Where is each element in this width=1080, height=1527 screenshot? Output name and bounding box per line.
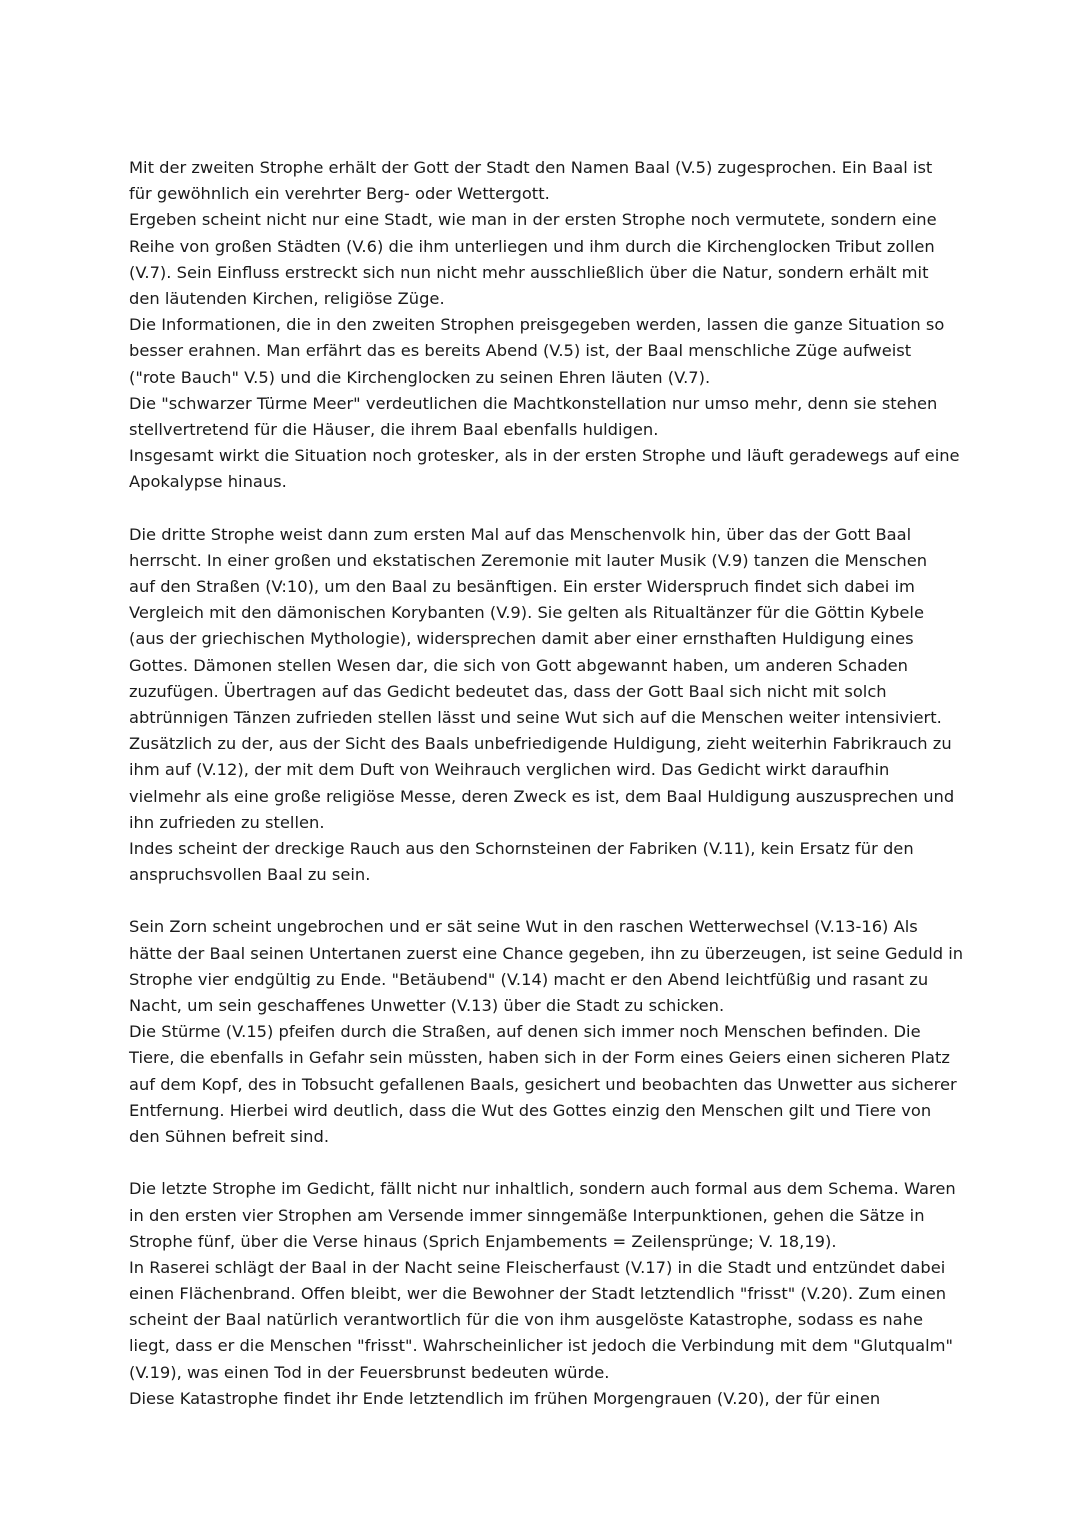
paragraph: [129, 1176, 959, 1412]
text-line: den läutenden Kirchen, religiöse Züge.: [129, 288, 445, 308]
text-line: In Raserei schlägt der Baal in der Nacht seine Fleischerfaust (V.17) in die Stadt und entzündet dabei: [129, 1257, 946, 1277]
text-line: Entfernung. Hierbei wird deutlich, dass die Wut des Gottes einzig den Menschen gilt und Tiere von: [129, 1100, 932, 1120]
text-line: Die dritte Strophe weist dann zum ersten Mal auf das Menschenvolk hin, über das der Gott Baal: [129, 524, 912, 544]
text-line: Indes scheint der dreckige Rauch aus den Schornsteinen der Fabriken (V.11), kein Ersatz für den: [129, 838, 914, 858]
text-line: ihm auf (V.12), der mit dem Duft von Weihrauch verglichen wird. Das Gedicht wirkt daraufhin: [129, 760, 890, 780]
text-line: Zusätzlich zu der, aus der Sicht des Baals unbefriedigende Huldigung, zieht weiterhin Fabrikrauch zu: [129, 734, 952, 754]
text-line: liegt, dass er die Menschen "frisst". Wahrscheinlicher ist jedoch die Verbindung mit dem "Glutqualm": [129, 1336, 953, 1356]
text-line: ("rote Bauch" V.5) und die Kirchenglocken zu seinen Ehren läuten (V.7).: [129, 367, 711, 387]
text-line: scheint der Baal natürlich verantwortlich für die von ihm ausgelöste Katastrophe, sodass es nahe: [129, 1310, 923, 1330]
text-line: (V.7). Sein Einfluss erstreckt sich nun nicht mehr ausschließlich über die Natur, sondern erhält mit: [129, 262, 929, 282]
text-line: (V.19), was einen Tod in der Feuersbrunst bedeuten würde.: [129, 1362, 610, 1382]
text-line: Die letzte Strophe im Gedicht, fällt nicht nur inhaltlich, sondern auch formal aus dem Schema. Waren: [129, 1179, 956, 1199]
text-line: Ergeben scheint nicht nur eine Stadt, wie man in der ersten Strophe noch vermutete, sondern eine: [129, 210, 937, 230]
text-line: Sein Zorn scheint ungebrochen und er sät seine Wut in den raschen Wetterwechsel (V.13-16) Als: [129, 917, 918, 937]
text-line: Vergleich mit den dämonischen Korybanten (V.9). Sie gelten als Ritualtänzer für die Göttin Kybele: [129, 603, 924, 623]
text-line: Gottes. Dämonen stellen Wesen dar, die sich von Gott abgewannt haben, um anderen Schaden: [129, 655, 908, 675]
text-line: herrscht. In einer großen und ekstatischen Zeremonie mit lauter Musik (V.9) tanzen die Menschen: [129, 550, 928, 570]
text-line: Apokalypse hinaus.: [129, 472, 287, 492]
text-line: Reihe von großen Städten (V.6) die ihm unterliegen und ihm durch die Kirchenglocken Tribut zollen: [129, 236, 935, 256]
paragraph: [129, 522, 959, 889]
paragraph: [129, 155, 959, 495]
text-line: (aus der griechischen Mythologie), widersprechen damit aber einer ernsthaften Huldigung eines: [129, 629, 914, 649]
text-line: vielmehr als eine große religiöse Messe, deren Zweck es ist, dem Baal Huldigung auszusprechen und: [129, 786, 955, 806]
text-line: abtrünnigen Tänzen zufrieden stellen lässt und seine Wut sich auf die Menschen weiter intensiviert.: [129, 707, 942, 727]
text-line: hätte der Baal seinen Untertanen zuerst eine Chance gegeben, ihn zu überzeugen, ist seine Geduld in: [129, 943, 964, 963]
text-line: zuzufügen. Übertragen auf das Gedicht bedeutet das, dass der Gott Baal sich nicht mit solch: [129, 681, 887, 701]
text-line: ihn zufrieden zu stellen.: [129, 812, 325, 832]
paragraph-spacer: [129, 1150, 959, 1176]
text-line: einen Flächenbrand. Offen bleibt, wer die Bewohner der Stadt letztendlich "frisst" (V.20). Zum einen: [129, 1284, 947, 1304]
paragraph-spacer: [129, 495, 959, 521]
text-line: Strophe fünf, über die Verse hinaus (Sprich Enjambements = Zeilensprünge; V. 18,19).: [129, 1231, 837, 1251]
text-line: anspruchsvollen Baal zu sein.: [129, 865, 371, 885]
text-line: auf dem Kopf, des in Tobsucht gefallenen Baals, gesichert und beobachten das Unwetter aus sicherer: [129, 1074, 957, 1094]
text-line: Die Informationen, die in den zweiten Strophen preisgegeben werden, lassen die ganze Situation so: [129, 315, 945, 335]
text-line: Nacht, um sein geschaffenes Unwetter (V.13) über die Stadt zu schicken.: [129, 996, 725, 1015]
text-line: auf den Straßen (V:10), um den Baal zu besänftigen. Ein erster Widerspruch findet sich dabei im: [129, 577, 915, 596]
text-line: Diese Katastrophe findet ihr Ende letztendlich im frühen Morgengrauen (V.20), der für einen: [129, 1388, 881, 1408]
text-line: stellvertretend für die Häuser, die ihrem Baal ebenfalls huldigen.: [129, 419, 659, 439]
body-text: [129, 155, 964, 1412]
text-line: Insgesamt wirkt die Situation noch grotesker, als in der ersten Strophe und läuft geradewegs auf eine: [129, 446, 960, 466]
text-line: den Sühnen befreit sind.: [129, 1126, 330, 1146]
text-line: Die "schwarzer Türme Meer" verdeutlichen die Machtkonstellation nur umso mehr, denn sie stehen: [129, 393, 938, 413]
text-line: Strophe vier endgültig zu Ende. "Betäubend" (V.14) macht er den Abend leichtfüßig und rasant zu: [129, 969, 929, 989]
text-line: in den ersten vier Strophen am Versende immer sinngemäße Interpunktionen, gehen die Sätze in: [129, 1205, 925, 1225]
paragraph: [129, 914, 964, 1150]
text-line: Tiere, die ebenfalls in Gefahr sein müssten, haben sich in der Form eines Geiers einen sicheren Platz: [129, 1048, 950, 1068]
paragraph-spacer: [129, 888, 959, 914]
text-line: besser erahnen. Man erfährt das es bereits Abend (V.5) ist, der Baal menschliche Züge aufweist: [129, 341, 912, 361]
text-line: Mit der zweiten Strophe erhält der Gott der Stadt den Namen Baal (V.5) zugesprochen. Ein Baal ist: [129, 158, 933, 177]
text-line: für gewöhnlich ein verehrter Berg- oder Wettergott.: [129, 184, 550, 204]
text-line: Die Stürme (V.15) pfeifen durch die Straßen, auf denen sich immer noch Menschen befinden. Die: [129, 1022, 921, 1042]
